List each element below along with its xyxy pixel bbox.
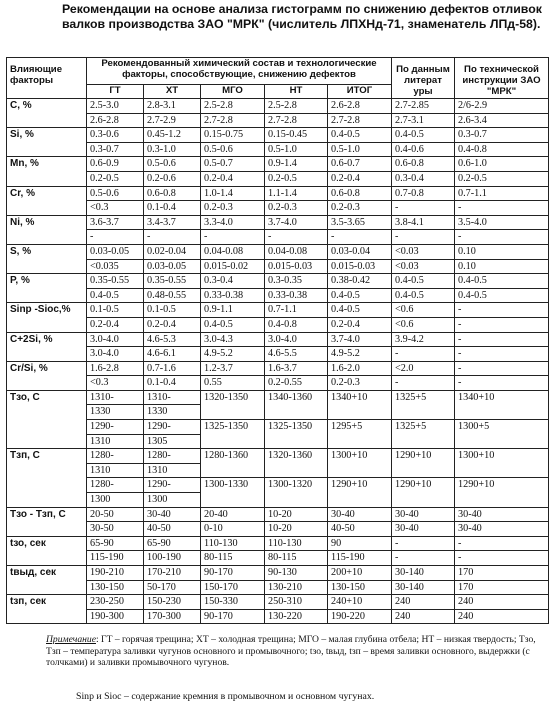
value-cell: 3.7-4.0 <box>328 332 392 347</box>
value-cell: - <box>455 376 549 391</box>
value-cell: 0.7-1.6 <box>144 361 201 376</box>
value-cell: - <box>392 230 455 245</box>
value-cell: 240+10 <box>328 595 392 610</box>
subheader-mgo: МГО <box>201 85 265 99</box>
table-row <box>7 317 549 332</box>
value-cell: - <box>455 347 549 362</box>
value-cell: 50-170 <box>144 580 201 595</box>
table-row <box>7 244 549 259</box>
value-cell: 4.9-5.2 <box>201 347 265 362</box>
value-cell: 0.4-0.5 <box>392 288 455 303</box>
value-cell: 0.3-0.7 <box>87 142 144 157</box>
value-cell: 0.2-0.4 <box>328 171 392 186</box>
value-cell: 0.03-0.04 <box>328 244 392 259</box>
value-cell: 30-50 <box>87 522 144 537</box>
value-cell: 0.03-0.05 <box>87 244 144 259</box>
table-row <box>7 274 549 289</box>
value-cell: 0.5-0.7 <box>201 157 265 172</box>
value-cell: 4.6-5.3 <box>144 332 201 347</box>
value-cell: 1300-1320 <box>265 478 328 507</box>
value-cell: 0.7-1.1 <box>265 303 328 318</box>
value-cell: - <box>392 551 455 566</box>
value-cell: <0.03 <box>392 259 455 274</box>
table-row <box>7 449 549 464</box>
value-cell: 0.1-0.5 <box>87 303 144 318</box>
value-cell: 1.0-1.4 <box>201 186 265 201</box>
footnote-sinp: Sinp и Sioc – содержание кремния в промывочном и основном чугунах. <box>76 691 375 702</box>
value-cell: 2.5-3.0 <box>87 99 144 114</box>
table-row <box>7 390 549 405</box>
factor-cell: Tзп, С <box>7 449 87 507</box>
value-cell: 1.1-1.4 <box>265 186 328 201</box>
value-cell: - <box>455 317 549 332</box>
value-cell: 0.2-0.3 <box>328 201 392 216</box>
value-cell: 0.4-0.5 <box>328 288 392 303</box>
value-cell: <2.0 <box>392 361 455 376</box>
table-row <box>7 99 549 114</box>
value-cell: 30-40 <box>392 522 455 537</box>
value-cell: 0.2-0.4 <box>87 317 144 332</box>
table-row <box>7 507 549 522</box>
value-cell: - <box>455 332 549 347</box>
value-cell: 1300-1330 <box>201 478 265 507</box>
value-cell: 20-40 <box>201 507 265 522</box>
factor-cell: tвыд, сек <box>7 566 87 595</box>
table-row <box>7 113 549 128</box>
value-cell: 80-115 <box>265 551 328 566</box>
table-row <box>7 288 549 303</box>
value-cell: 130-210 <box>265 580 328 595</box>
factor-cell: P, % <box>7 274 87 303</box>
value-cell: 2.7-2.8 <box>201 113 265 128</box>
value-cell: <0.03 <box>392 244 455 259</box>
value-cell: 190-210 <box>87 566 144 581</box>
value-cell: 0.5-1.0 <box>328 142 392 157</box>
value-cell: 0.4-0.5 <box>87 288 144 303</box>
value-cell: 0-10 <box>201 522 265 537</box>
value-cell: 80-115 <box>201 551 265 566</box>
value-cell: 2.5-2.8 <box>265 99 328 114</box>
value-cell: 130-220 <box>265 609 328 624</box>
value-cell: 0.9-1.4 <box>265 157 328 172</box>
value-cell: 10-20 <box>265 507 328 522</box>
value-cell: 65-90 <box>144 536 201 551</box>
value-cell: 230-250 <box>87 595 144 610</box>
subheader-nt: НТ <box>265 85 328 99</box>
table-row <box>7 128 549 143</box>
value-cell: 3.7-4.0 <box>265 215 328 230</box>
value-cell: 0.6-1.0 <box>455 157 549 172</box>
header-factors: Влияющие факторы <box>7 58 87 99</box>
value-cell: - <box>455 201 549 216</box>
table-row <box>7 551 549 566</box>
value-cell: 1310- <box>87 390 144 405</box>
footnote-label: Примечание <box>46 634 96 645</box>
value-cell: - <box>265 230 328 245</box>
value-cell: 0.2-0.3 <box>328 376 392 391</box>
value-cell: 40-50 <box>144 522 201 537</box>
factor-cell: C+2Si, % <box>7 332 87 361</box>
value-cell: 90 <box>328 536 392 551</box>
value-cell: 2.6-2.8 <box>87 113 144 128</box>
value-cell: 0.38-0.42 <box>328 274 392 289</box>
value-cell: 0.9-1.1 <box>201 303 265 318</box>
value-cell: 0.4-0.6 <box>392 142 455 157</box>
value-cell: 190-300 <box>87 609 144 624</box>
value-cell: 170 <box>455 566 549 581</box>
value-cell: 2/6-2.9 <box>455 99 549 114</box>
value-cell: 1300+10 <box>455 449 549 478</box>
value-cell: 0.10 <box>455 244 549 259</box>
value-cell: 0.3-0.4 <box>392 171 455 186</box>
value-cell: 1325+5 <box>392 420 455 449</box>
footnote <box>46 634 548 669</box>
factor-cell: Cr/Si, % <box>7 361 87 390</box>
value-cell: 30-40 <box>392 507 455 522</box>
value-cell: 2.6-2.8 <box>328 99 392 114</box>
table-row <box>7 303 549 318</box>
value-cell: 1280- <box>87 478 144 493</box>
value-cell: 30-140 <box>392 580 455 595</box>
value-cell: 150-230 <box>144 595 201 610</box>
value-cell: 1310 <box>87 434 144 449</box>
value-cell: 0.45-1.2 <box>144 128 201 143</box>
value-cell: 0.2-0.5 <box>265 171 328 186</box>
value-cell: 115-190 <box>87 551 144 566</box>
table-row <box>7 478 549 493</box>
value-cell: 4.6-5.5 <box>265 347 328 362</box>
value-cell: 20-50 <box>87 507 144 522</box>
value-cell: 1280- <box>144 449 201 464</box>
value-cell: 2.7-2.85 <box>392 99 455 114</box>
table-row <box>7 595 549 610</box>
value-cell: 170-210 <box>144 566 201 581</box>
value-cell: 0.015-0.02 <box>201 259 265 274</box>
factor-cell: tзо, сек <box>7 536 87 565</box>
value-cell: 0.2-0.6 <box>144 171 201 186</box>
value-cell: 0.2-0.55 <box>265 376 328 391</box>
value-cell: 0.7-0.8 <box>392 186 455 201</box>
factor-cell: Si, % <box>7 128 87 157</box>
subheader-itog: ИТОГ <box>328 85 392 99</box>
factor-cell: Mn, % <box>7 157 87 186</box>
value-cell: 170 <box>455 580 549 595</box>
value-cell: 0.015-0.03 <box>265 259 328 274</box>
value-cell: 3.9-4.2 <box>392 332 455 347</box>
header-instruction: По технической инструкции ЗАО "МРК" <box>455 58 549 99</box>
value-cell: 3.0-4.0 <box>87 347 144 362</box>
value-cell: 1330 <box>144 405 201 420</box>
table-row <box>7 201 549 216</box>
value-cell: 1340+10 <box>455 390 549 419</box>
value-cell: 0.4-0.5 <box>328 303 392 318</box>
value-cell: 1310 <box>144 463 201 478</box>
value-cell: 0.2-0.3 <box>265 201 328 216</box>
table-row <box>7 230 549 245</box>
value-cell: 0.4-0.8 <box>455 142 549 157</box>
value-cell: - <box>392 376 455 391</box>
value-cell: 1290+10 <box>392 449 455 478</box>
value-cell: - <box>328 230 392 245</box>
value-cell: 0.2-0.4 <box>144 317 201 332</box>
factor-cell: Sinp -Sioc,% <box>7 303 87 332</box>
value-cell: 3.6-3.7 <box>87 215 144 230</box>
value-cell: 30-40 <box>455 522 549 537</box>
value-cell: 0.55 <box>201 376 265 391</box>
value-cell: 0.5-0.6 <box>201 142 265 157</box>
value-cell: 1290+10 <box>392 478 455 507</box>
value-cell: 0.6-0.9 <box>87 157 144 172</box>
value-cell: 190-220 <box>328 609 392 624</box>
value-cell: 0.15-0.45 <box>265 128 328 143</box>
value-cell: 30-40 <box>455 507 549 522</box>
value-cell: 0.33-0.38 <box>265 288 328 303</box>
value-cell: 0.6-0.8 <box>392 157 455 172</box>
value-cell: - <box>455 551 549 566</box>
value-cell: 2.5-2.8 <box>201 99 265 114</box>
value-cell: - <box>144 230 201 245</box>
value-cell: 3.0-4.0 <box>87 332 144 347</box>
value-cell: 1.2-3.7 <box>201 361 265 376</box>
value-cell: 1280- <box>87 449 144 464</box>
table-row <box>7 186 549 201</box>
value-cell: 0.04-0.08 <box>201 244 265 259</box>
value-cell: - <box>392 347 455 362</box>
header-row <box>7 58 549 85</box>
table-row <box>7 361 549 376</box>
factor-cell: tзп, сек <box>7 595 87 624</box>
value-cell: 0.2-0.4 <box>201 171 265 186</box>
value-cell: 1330 <box>87 405 144 420</box>
value-cell: 0.015-0.03 <box>328 259 392 274</box>
value-cell: 30-40 <box>144 507 201 522</box>
value-cell: 0.35-0.55 <box>87 274 144 289</box>
value-cell: 0.6-0.7 <box>328 157 392 172</box>
value-cell: 1340-1360 <box>265 390 328 419</box>
value-cell: 90-170 <box>201 609 265 624</box>
value-cell: 0.4-0.5 <box>455 288 549 303</box>
value-cell: 2.6-3.4 <box>455 113 549 128</box>
value-cell: 1300+5 <box>455 420 549 449</box>
value-cell: 2.7-2.8 <box>328 113 392 128</box>
value-cell: 0.6-0.8 <box>328 186 392 201</box>
value-cell: 0.33-0.38 <box>201 288 265 303</box>
value-cell: - <box>455 230 549 245</box>
value-cell: - <box>392 536 455 551</box>
value-cell: 110-130 <box>265 536 328 551</box>
value-cell: 0.4-0.5 <box>392 274 455 289</box>
header-recommended: Рекомендованный химический состав и технологические факторы, способствующие, снижению дефектов <box>87 58 392 85</box>
value-cell: - <box>455 536 549 551</box>
value-cell: 0.04-0.08 <box>265 244 328 259</box>
value-cell: 1290- <box>144 478 201 493</box>
value-cell: 1325-1350 <box>201 420 265 449</box>
factor-cell: Cr, % <box>7 186 87 215</box>
table-body <box>7 58 549 624</box>
value-cell: <0.6 <box>392 317 455 332</box>
table-row <box>7 420 549 435</box>
value-cell: <0.6 <box>392 303 455 318</box>
value-cell: 0.3-0.6 <box>87 128 144 143</box>
value-cell: 1300+10 <box>328 449 392 478</box>
value-cell: 0.4-0.5 <box>201 317 265 332</box>
value-cell: 240 <box>392 595 455 610</box>
value-cell: 30-40 <box>328 507 392 522</box>
factor-cell: Ni, % <box>7 215 87 244</box>
value-cell: 0.2-0.3 <box>201 201 265 216</box>
value-cell: 0.4-0.5 <box>328 128 392 143</box>
value-cell: 3.8-4.1 <box>392 215 455 230</box>
value-cell: 1325-1350 <box>265 420 328 449</box>
value-cell: 3.0-4.3 <box>201 332 265 347</box>
value-cell: 3.3-4.0 <box>201 215 265 230</box>
value-cell: 3.5-3.65 <box>328 215 392 230</box>
data-table <box>6 57 549 624</box>
value-cell: 0.3-0.7 <box>455 128 549 143</box>
value-cell: 130-150 <box>328 580 392 595</box>
value-cell: 1.6-3.7 <box>265 361 328 376</box>
value-cell: 2.7-3.1 <box>392 113 455 128</box>
value-cell: 240 <box>455 609 549 624</box>
value-cell: 1295+5 <box>328 420 392 449</box>
value-cell: 10-20 <box>265 522 328 537</box>
value-cell: 115-190 <box>328 551 392 566</box>
footnote-text: : ГТ – горячая трещина; ХТ – холодная трещина; МГО – малая глубина отбела; НТ – низкая твердость; Tзо, Tзп – температура заливки чугунов основного и промывочного; tзо, tвыд, tзп – время заливки основного, выдержки (с толчками) и заливки промывочного чугунов. <box>46 634 536 669</box>
value-cell: 65-90 <box>87 536 144 551</box>
value-cell: 0.5-0.6 <box>144 157 201 172</box>
value-cell: 0.1-0.5 <box>144 303 201 318</box>
table-row <box>7 157 549 172</box>
value-cell: 1300 <box>144 493 201 508</box>
value-cell: 2.8-3.1 <box>144 99 201 114</box>
table-row <box>7 522 549 537</box>
table-row <box>7 259 549 274</box>
value-cell: 170-300 <box>144 609 201 624</box>
value-cell: - <box>392 201 455 216</box>
value-cell: 240 <box>392 609 455 624</box>
value-cell: - <box>455 303 549 318</box>
value-cell: 200+10 <box>328 566 392 581</box>
value-cell: 40-50 <box>328 522 392 537</box>
value-cell: 1290+10 <box>455 478 549 507</box>
value-cell: 0.3-0.4 <box>201 274 265 289</box>
value-cell: 0.3-1.0 <box>144 142 201 157</box>
value-cell: 4.6-6.1 <box>144 347 201 362</box>
value-cell: 1290- <box>144 420 201 435</box>
value-cell: 1300 <box>87 493 144 508</box>
subheader-gt: ГТ <box>87 85 144 99</box>
value-cell: - <box>201 230 265 245</box>
table-row <box>7 215 549 230</box>
header-literature: По данным литерат уры <box>392 58 455 99</box>
value-cell: 1320-1350 <box>201 390 265 419</box>
value-cell: 3.4-3.7 <box>144 215 201 230</box>
table-row <box>7 536 549 551</box>
value-cell: 1310- <box>144 390 201 405</box>
value-cell: 0.5-1.0 <box>265 142 328 157</box>
value-cell: 1290+10 <box>328 478 392 507</box>
table-row <box>7 171 549 186</box>
value-cell: 0.4-0.5 <box>455 274 549 289</box>
table-row <box>7 609 549 624</box>
value-cell: 90-170 <box>201 566 265 581</box>
factor-cell: S, % <box>7 244 87 273</box>
value-cell: 130-150 <box>87 580 144 595</box>
value-cell: 0.3-0.35 <box>265 274 328 289</box>
value-cell: 2.7-2.8 <box>265 113 328 128</box>
value-cell: 3.5-4.0 <box>455 215 549 230</box>
value-cell: 1310 <box>87 463 144 478</box>
factor-cell: Tзо - Tзп, С <box>7 507 87 536</box>
table-row <box>7 566 549 581</box>
value-cell: 1280-1360 <box>201 449 265 478</box>
page-title: Рекомендации на основе анализа гистограмм по снижению дефектов отливок валков производства ЗАО "МРК" (числитель ЛПХНд-71, знаменатель ЛПд-58). <box>62 2 542 31</box>
value-cell: 1340+10 <box>328 390 392 419</box>
value-cell: 0.1-0.4 <box>144 201 201 216</box>
value-cell: 0.10 <box>455 259 549 274</box>
subheader-xt: ХТ <box>144 85 201 99</box>
value-cell: 0.03-0.05 <box>144 259 201 274</box>
value-cell: 1.6-2.8 <box>87 361 144 376</box>
value-cell: <0.035 <box>87 259 144 274</box>
value-cell: 150-330 <box>201 595 265 610</box>
factor-cell: C, % <box>7 99 87 128</box>
value-cell: 1325+5 <box>392 390 455 419</box>
value-cell: 0.2-0.4 <box>328 317 392 332</box>
value-cell: <0.3 <box>87 376 144 391</box>
value-cell: 0.15-0.75 <box>201 128 265 143</box>
value-cell: 0.7-1.1 <box>455 186 549 201</box>
value-cell: 0.5-0.6 <box>87 186 144 201</box>
value-cell: 90-130 <box>265 566 328 581</box>
value-cell: 0.2-0.5 <box>87 171 144 186</box>
value-cell: 1320-1360 <box>265 449 328 478</box>
table-row <box>7 376 549 391</box>
value-cell: 3.0-4.0 <box>265 332 328 347</box>
value-cell: 1.6-2.0 <box>328 361 392 376</box>
value-cell: 240 <box>455 595 549 610</box>
value-cell: 100-190 <box>144 551 201 566</box>
table-row <box>7 580 549 595</box>
value-cell: - <box>455 361 549 376</box>
value-cell: 0.2-0.5 <box>455 171 549 186</box>
value-cell: 0.6-0.8 <box>144 186 201 201</box>
value-cell: 0.48-0.55 <box>144 288 201 303</box>
table-row <box>7 142 549 157</box>
value-cell: - <box>87 230 144 245</box>
value-cell: 150-170 <box>201 580 265 595</box>
value-cell: 1290- <box>87 420 144 435</box>
table-row <box>7 347 549 362</box>
value-cell: 110-130 <box>201 536 265 551</box>
value-cell: 1305 <box>144 434 201 449</box>
table-row <box>7 332 549 347</box>
value-cell: 0.4-0.8 <box>265 317 328 332</box>
value-cell: 250-310 <box>265 595 328 610</box>
value-cell: <0.3 <box>87 201 144 216</box>
value-cell: 4.9-5.2 <box>328 347 392 362</box>
value-cell: 0.4-0.5 <box>392 128 455 143</box>
factor-cell: Tзо, С <box>7 390 87 448</box>
value-cell: 30-140 <box>392 566 455 581</box>
value-cell: 2.7-2.9 <box>144 113 201 128</box>
value-cell: 0.02-0.04 <box>144 244 201 259</box>
value-cell: 0.35-0.55 <box>144 274 201 289</box>
value-cell: 0.1-0.4 <box>144 376 201 391</box>
